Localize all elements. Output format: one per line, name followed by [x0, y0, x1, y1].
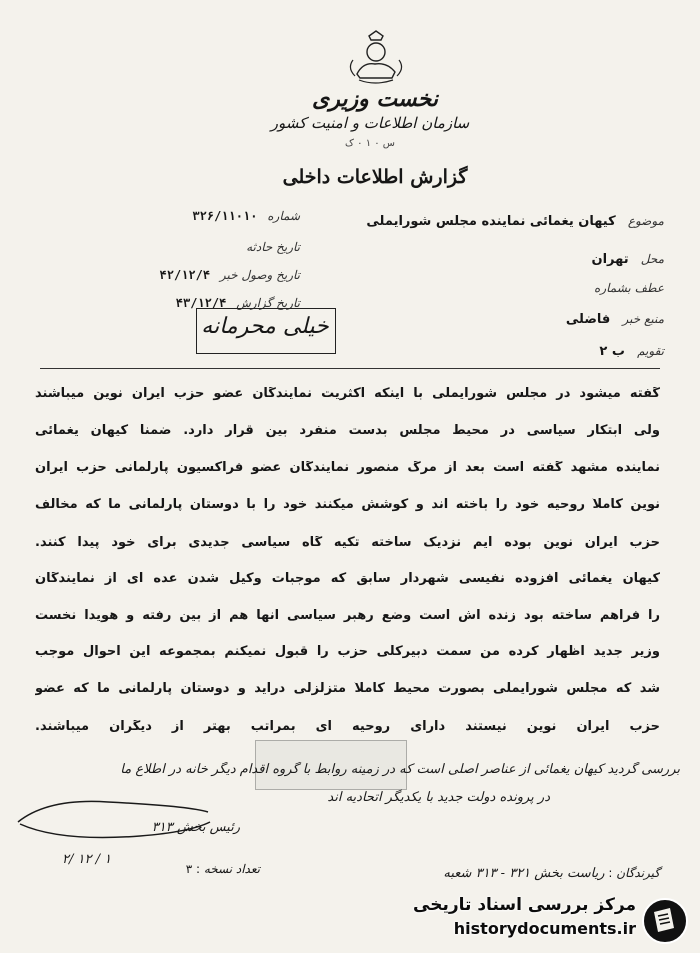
handwritten-remark-line-2: در پرونده دولت جدید با یکدیگر اتحادیه اند: [327, 790, 550, 805]
archive-logo-icon: [640, 896, 690, 946]
subject-label: موضوع: [627, 214, 664, 228]
body-line: نماینده مشهد گفته است بعد از مرگ منصور نمایندگان عضو فراکسیون پارلمانی حزب ایران: [35, 461, 660, 475]
body-line: را فراهم ساخته بود زنده اش است وضع رهبر سیاسی آنها هم از بین رفته و هویدا نخست: [35, 609, 660, 623]
body-line: نوین کاملاً روحیه خود را باخته اند و کوشش میکنند خود را با دوستان پارلمانی ما که مخالف: [35, 498, 660, 512]
source-field: [244, 312, 664, 327]
body-line: حزب ایران نوین بوده ایم نزدیک ساخته تکیه گاه سیاسی جدیدی برای خود پیدا کنند.: [35, 536, 660, 550]
body-line: وزیر جدید اظهار کرده من سمت دبیرکلی حزب را قبول نمیکنم بمجموعه این احوال موجب: [35, 645, 660, 659]
evaluation-label: تقویم: [637, 344, 664, 358]
report-type-title: گزارش اطلاعات داخلی: [282, 166, 468, 188]
body-line: کیهان یغمائی افزوده نفیسی شهردار سابق که موجبات وکیل شدن عده ای از نمایندگان: [35, 572, 660, 586]
reference-field: [244, 281, 664, 296]
header-organization: سازمان اطلاعات و امنیت کشور: [270, 114, 470, 132]
received-date-label: تاریخ وصول خبر: [219, 268, 300, 282]
body-line: شد که مجلس شورایملی بصورت محیط کاملاً متزلزلی درآید و دوستان پارلمانی ما که عضو: [35, 682, 660, 696]
copies-field: تعداد نسخه : ۳: [185, 862, 260, 876]
recipients-label: گیرندگان: [616, 866, 660, 880]
subject-value: کیهان یغمائی نماینده مجلس شورایملی: [366, 214, 616, 229]
incident-date-label: تاریخ حادثه: [246, 240, 300, 254]
header-title: نخست وزیری: [312, 86, 438, 112]
body-line: ولی ابتکار سیاسی در محیط مجلس بدست منفرد بین قرار دارد. ضمناً کیهان یغمائی: [35, 424, 660, 438]
evaluation-value: ب ۲: [599, 344, 625, 359]
place-field: [244, 252, 664, 267]
report-date-label: تاریخ گزارش: [236, 296, 300, 310]
body-line: حزب ایران نوین نیستند دارای روحیه ای بمراتب بهتر از دیگران میباشند.: [35, 720, 660, 734]
report-number-value: ۳۲۶/۱۱۰۱۰: [192, 209, 258, 223]
received-date-value: ۴۲/۱۲/۴: [159, 268, 211, 282]
watermark-name: مرکز بررسی اسناد تاریخی: [413, 895, 636, 915]
header-code: س ۰ ۱ ۰ ک: [344, 138, 396, 149]
place-label: محل: [640, 252, 664, 266]
handwritten-date: ۲/ ۱۲ / ۱: [62, 852, 112, 867]
place-value: تهران: [591, 252, 629, 267]
reference-label: عطف بشماره: [594, 281, 664, 295]
source-value: فاضلی: [565, 312, 611, 327]
report-date-value: ۴۳/۱۲/۴: [175, 296, 227, 310]
received-date-field: [30, 268, 300, 282]
classification-stamp-text: خیلی محرمانه: [201, 314, 329, 339]
body-line: گفته میشود در مجلس شورایملی با اینکه اکثریت نمایندگان عضو حزب ایران نوین میباشند: [35, 387, 660, 401]
recipients-field: گیرندگان : ریاست بخش ۳۲۱ - ۳۱۳ شعبه: [443, 866, 660, 881]
copies-label: تعداد نسخه: [203, 862, 260, 876]
handwritten-signature-note: رئیس بخش ۳۱۳: [151, 820, 240, 835]
signature-scribble-icon: [10, 792, 220, 844]
evaluation-field: [244, 344, 664, 359]
report-number-label: شماره: [267, 209, 300, 223]
subject-field: [244, 214, 664, 229]
recipients-value: ریاست بخش ۳۲۱ - ۳۱۳ شعبه: [443, 866, 605, 881]
lion-and-sun-emblem-icon: [345, 30, 407, 86]
source-label: منبع خبر: [622, 312, 664, 326]
copies-value: ۳: [185, 862, 193, 876]
handwritten-remark-line-1: بررسی گردید کیهان یغمائی از عناصر اصلی است که در زمینه روابط با گروه اقدام دیگر خانه در اطلاع ما: [120, 762, 680, 777]
watermark-url: historydocuments.ir: [453, 919, 636, 938]
header-divider: [40, 368, 660, 369]
